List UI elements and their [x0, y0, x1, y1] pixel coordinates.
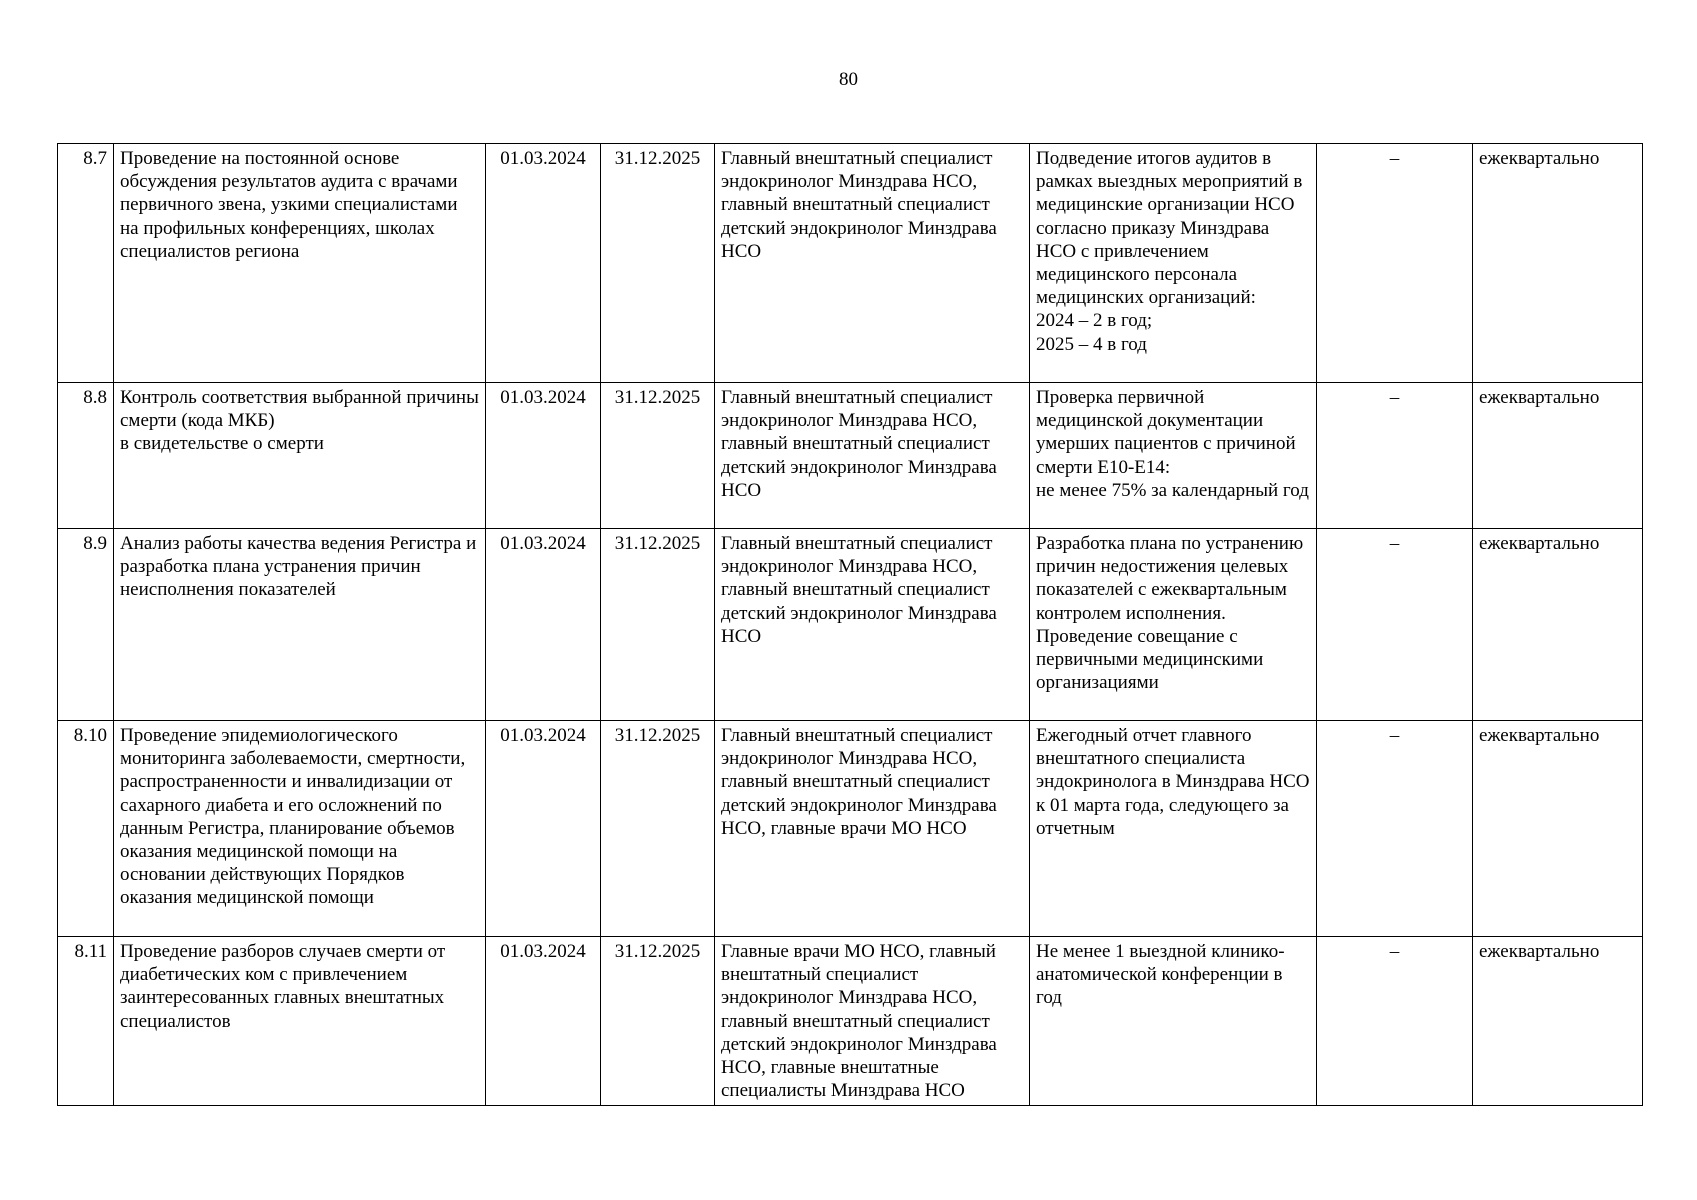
result-cell: Разработка плана по устранению причин недостижения целевых показателей с ежеквартальным контролем исполнения. Проведение совещание с первичными медицинскими организациями [1030, 529, 1317, 721]
start-date-cell: 01.03.2024 [486, 721, 601, 937]
frequency-cell: ежеквартально [1473, 144, 1643, 383]
start-date-cell: 01.03.2024 [486, 144, 601, 383]
frequency-cell: ежеквартально [1473, 937, 1643, 1106]
row-number-cell: 8.7 [58, 144, 114, 383]
end-date-cell: 31.12.2025 [601, 383, 715, 529]
page-number: 80 [839, 69, 858, 90]
result-cell: Ежегодный отчет главного внештатного специалиста эндокринолога в Минздрава НСО к 01 марта года, следующего за отчетным [1030, 721, 1317, 937]
indicator-cell: – [1317, 937, 1473, 1106]
indicator-cell: – [1317, 721, 1473, 937]
end-date-cell: 31.12.2025 [601, 144, 715, 383]
table-row [58, 529, 1643, 721]
event-cell: Проведение разборов случаев смерти от диабетических ком с привлечением заинтересованных главных внештатных специалистов [114, 937, 486, 1106]
action-plan-table [57, 143, 1643, 1106]
table-row [58, 937, 1643, 1106]
event-cell: Контроль соответствия выбранной причины смерти (кода МКБ) в свидетельстве о смерти [114, 383, 486, 529]
event-cell: Проведение на постоянной основе обсуждения результатов аудита с врачами первичного звена, узкими специалистами на профильных конференциях, школах специалистов региона [114, 144, 486, 383]
event-cell: Проведение эпидемиологического мониторинга заболеваемости, смертности, распространенности и инвалидизации от сахарного диабета и его осложнений по данным Регистра, планирование объемов оказания медицинской помощи на основании действующих Порядков оказания медицинской помощи [114, 721, 486, 937]
row-number-cell: 8.9 [58, 529, 114, 721]
indicator-cell: – [1317, 529, 1473, 721]
table-row [58, 383, 1643, 529]
indicator-cell: – [1317, 383, 1473, 529]
responsible-cell: Главные врачи МО НСО, главный внештатный специалист эндокринолог Минздрава НСО, главный внештатный специалист детский эндокринолог Минздрава НСО, главные внештатные специалисты Минздрава НСО [715, 937, 1030, 1106]
row-number-cell: 8.11 [58, 937, 114, 1106]
row-number-cell: 8.10 [58, 721, 114, 937]
result-cell: Проверка первичной медицинской документации умерших пациентов с причиной смерти Е10-Е14: не менее 75% за календарный год [1030, 383, 1317, 529]
event-cell: Анализ работы качества ведения Регистра и разработка плана устранения причин неисполнения показателей [114, 529, 486, 721]
responsible-cell: Главный внештатный специалист эндокринолог Минздрава НСО, главный внештатный специалист детский эндокринолог Минздрава НСО, главные врачи МО НСО [715, 721, 1030, 937]
start-date-cell: 01.03.2024 [486, 937, 601, 1106]
end-date-cell: 31.12.2025 [601, 937, 715, 1106]
start-date-cell: 01.03.2024 [486, 529, 601, 721]
start-date-cell: 01.03.2024 [486, 383, 601, 529]
end-date-cell: 31.12.2025 [601, 529, 715, 721]
row-number-cell: 8.8 [58, 383, 114, 529]
frequency-cell: ежеквартально [1473, 529, 1643, 721]
table-row [58, 144, 1643, 383]
result-cell: Не менее 1 выездной клинико-анатомической конференции в год [1030, 937, 1317, 1106]
responsible-cell: Главный внештатный специалист эндокринолог Минздрава НСО, главный внештатный специалист детский эндокринолог Минздрава НСО [715, 144, 1030, 383]
frequency-cell: ежеквартально [1473, 721, 1643, 937]
end-date-cell: 31.12.2025 [601, 721, 715, 937]
indicator-cell: – [1317, 144, 1473, 383]
frequency-cell: ежеквартально [1473, 383, 1643, 529]
responsible-cell: Главный внештатный специалист эндокринолог Минздрава НСО, главный внештатный специалист детский эндокринолог Минздрава НСО [715, 383, 1030, 529]
result-cell: Подведение итогов аудитов в рамках выездных мероприятий в медицинские организации НСО согласно приказу Минздрава НСО с привлечением медицинского персонала медицинских организаций: 2024 – 2 в год; 2025 – 4 в год [1030, 144, 1317, 383]
table-row [58, 721, 1643, 937]
responsible-cell: Главный внештатный специалист эндокринолог Минздрава НСО, главный внештатный специалист детский эндокринолог Минздрава НСО [715, 529, 1030, 721]
